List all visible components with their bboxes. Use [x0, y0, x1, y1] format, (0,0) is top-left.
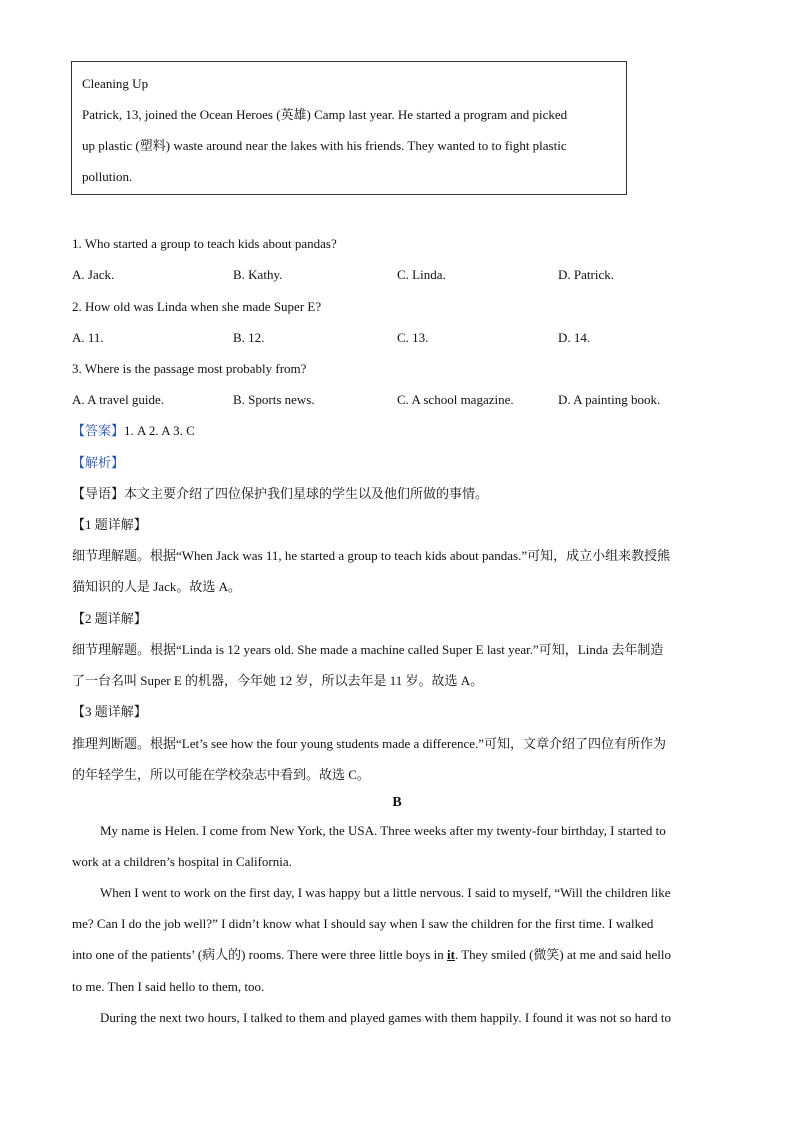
passage-line: Patrick, 13, joined the Ocean Heroes (英雄) Camp last year. He started a program and picked [82, 107, 568, 122]
detail-tag: 【2 题详解】 [72, 611, 147, 626]
detail-text: 猫知识的人是 Jack。故选 A。 [72, 579, 241, 594]
option-c: C. A school magazine. [397, 392, 514, 407]
paragraph-line: My name is Helen. I come from New York, the USA. Three weeks after my twenty-four birthday, I started to [100, 823, 666, 838]
option-a: A. Jack. [72, 267, 115, 282]
paragraph-line: to me. Then I said hello to them, too. [72, 979, 265, 994]
detail-text: 细节理解题。根据“Linda is 12 years old. She made a machine called Super E last year.”可知，Linda 去年制造 [72, 642, 664, 657]
option-c: C. 13. [397, 330, 429, 345]
answer-text: 1. A 2. A 3. C [124, 423, 195, 438]
detail-text: 了一台名叫 Super E 的机器，今年她 12 岁，所以去年是 11 岁。故选 A。 [72, 673, 484, 688]
option-a: A. 11. [72, 330, 104, 345]
option-a: A. A travel guide. [72, 392, 165, 407]
paragraph-text: . They smiled (微笑) at me and said hello [454, 947, 671, 962]
answer-tag: 【答案】 [72, 423, 125, 438]
analysis-tag: 【解析】 [72, 455, 125, 470]
option-d: D. 14. [558, 330, 591, 345]
question-stem: 3. Where is the passage most probably from? [72, 361, 307, 376]
underlined-word: it [446, 947, 455, 962]
paragraph-line: me? Can I do the job well?” I didn’t know what I should say when I saw the children for the first time. I walked [72, 916, 654, 931]
paragraph-line: When I went to work on the first day, I was happy but a little nervous. I said to myself, “Will the children like [100, 885, 671, 900]
paragraph-line: work at a children’s hospital in California. [72, 854, 292, 869]
detail-tag: 【3 题详解】 [72, 704, 147, 719]
passage-line: up plastic (塑料) waste around near the lakes with his friends. They wanted to to fight plastic [82, 138, 567, 153]
option-d: D. A painting book. [558, 392, 661, 407]
option-b: B. 12. [233, 330, 265, 345]
option-c: C. Linda. [397, 267, 446, 282]
answer-line [72, 424, 195, 437]
option-b: B. Sports news. [233, 392, 315, 407]
paragraph-line [72, 948, 671, 961]
passage-line: pollution. [82, 169, 133, 184]
guide-line [72, 487, 488, 500]
passage-title: Cleaning Up [82, 76, 149, 91]
guide-text: 本文主要介绍了四位保护我们星球的学生以及他们所做的事情。 [124, 486, 489, 501]
question-stem: 2. How old was Linda when she made Super E? [72, 299, 322, 314]
paragraph-text: into one of the patients’ (病人的) rooms. There were three little boys in [72, 947, 447, 962]
section-heading: B [392, 795, 402, 810]
guide-tag: 【导语】 [72, 486, 125, 501]
paragraph-line: During the next two hours, I talked to them and played games with them happily. I found it was not so hard to [100, 1010, 672, 1025]
detail-text: 的年轻学生，所以可能在学校杂志中看到。故选 C。 [72, 767, 370, 782]
question-stem: 1. Who started a group to teach kids about pandas? [72, 236, 337, 251]
option-d: D. Patrick. [558, 267, 614, 282]
option-b: B. Kathy. [233, 267, 283, 282]
passage-box [71, 61, 627, 195]
detail-text: 推理判断题。根据“Let’s see how the four young students made a difference.”可知，文章介绍了四位有所作为 [72, 736, 667, 751]
detail-text: 细节理解题。根据“When Jack was 11, he started a group to teach kids about pandas.”可知，成立小组来教授熊 [72, 548, 671, 563]
detail-tag: 【1 题详解】 [72, 517, 147, 532]
